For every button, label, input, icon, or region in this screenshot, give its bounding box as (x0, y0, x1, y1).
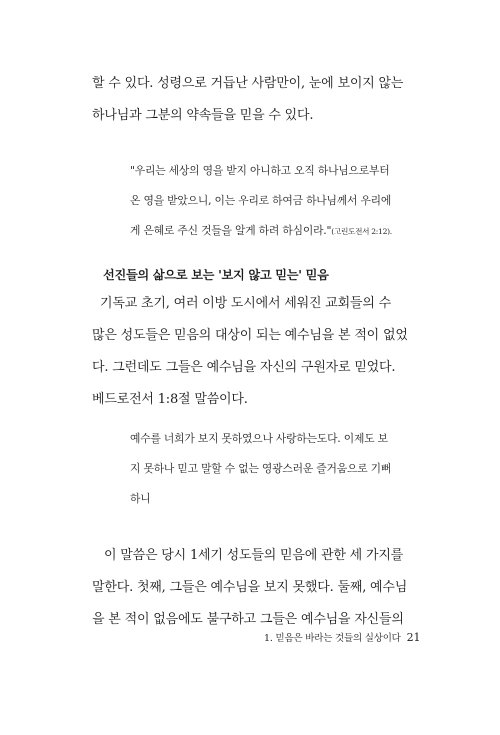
paragraph-3 (92, 540, 440, 636)
chapter-title: 1. 믿음은 바라는 것들의 실상이다 (264, 633, 401, 644)
quote-line: 예수를 너희가 보지 못하였으나 사랑하는도다. 이제도 보 (130, 432, 388, 445)
paragraph-line: 할 수 있다. 성령으로 거듭난 사람만이, 눈에 보이지 않는 (92, 76, 404, 91)
section-heading: 선진들의 삶으로 보는 '보지 않고 믿는' 믿음 (103, 268, 329, 282)
paragraph-line: 베드로전서 1:8절 말씀이다. (92, 392, 248, 407)
scripture-quote-1 (130, 156, 440, 247)
paragraph-line: 말한다. 첫째, 그들은 예수님을 보지 못했다. 둘째, 예수님 (92, 580, 408, 595)
quote-line (130, 216, 440, 247)
scripture-reference: (고린도전서 2:12). (331, 227, 392, 236)
quote-line: "우리는 세상의 영을 받지 아니하고 오직 하나님으로부터 (130, 164, 390, 177)
paragraph-line: 다. 그런데도 그들은 예수님을 자신의 구원자로 믿었다. (92, 360, 396, 375)
quote-text: 게 은혜로 주신 것들을 알게 하려 하심이라." (130, 224, 332, 237)
quote-line: 온 영을 받았으니, 이는 우리로 하여금 하나님께서 우리에 (130, 194, 392, 207)
quote-line: 하니 (130, 492, 151, 505)
quote-line: 지 못하나 믿고 말할 수 없는 영광스러운 즐거움으로 기뻐 (130, 462, 392, 475)
paragraph-line: 하나님과 그분의 약속들을 믿을 수 있다. (92, 108, 314, 123)
paragraph-line: 기독교 초기, 여러 이방 도시에서 세워진 교회들의 수 (100, 296, 391, 311)
paragraph-line: 을 본 적이 없음에도 불구하고 그들은 예수님을 자신들의 (92, 612, 404, 627)
scripture-quote-2 (130, 424, 440, 514)
paragraph-2 (92, 288, 436, 416)
paragraph-line: 이 말씀은 당시 1세기 성도들의 믿음에 관한 세 가지를 (104, 548, 404, 563)
paragraph-1 (92, 68, 432, 132)
paragraph-line: 많은 성도들은 믿음의 대상이 되는 예수님을 본 적이 없었 (92, 328, 408, 343)
running-footer (264, 630, 420, 644)
page-number: 21 (406, 631, 421, 644)
